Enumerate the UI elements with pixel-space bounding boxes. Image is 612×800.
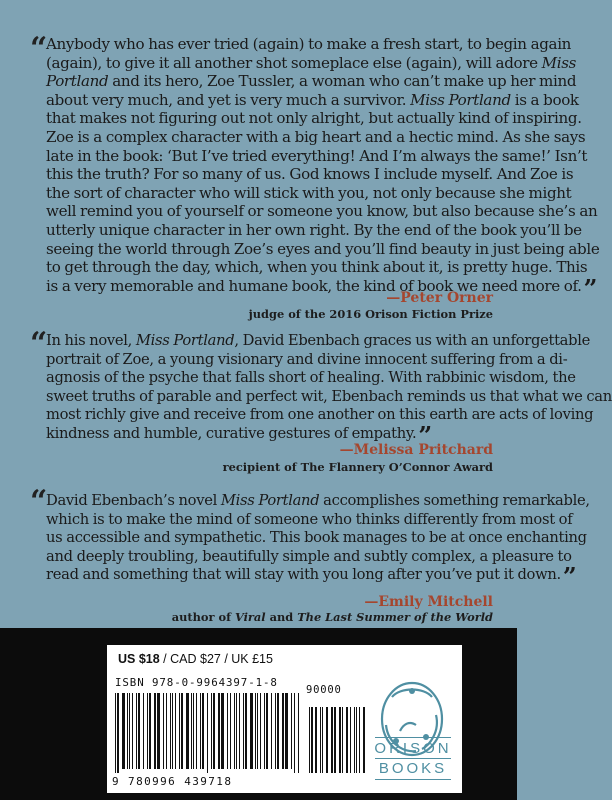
blurb-author-credit: recipient of The Flannery O’Connor Award (222, 460, 493, 474)
blurb-line: kindness and humble, curative gestures of empathy.” (46, 420, 432, 450)
barcode-icon (113, 693, 368, 773)
blurb-line: the sort of character who will stick with you, not only because she might (46, 183, 572, 202)
blurb-line: and deeply troubling, beautifully simple and subtly complex, a pleasure to (46, 547, 572, 565)
barcode-bar (122, 693, 125, 769)
blurb-line: utterly unique character in her own right. By the end of the book you’ll be (46, 220, 582, 239)
barcode-bar (282, 693, 284, 769)
barcode-bar (154, 693, 156, 769)
blurb-line: David Ebenbach’s novel Miss Portland accomplishes something remarkable, (46, 492, 590, 509)
price-addon-number: 90000 (306, 684, 342, 696)
blurb-line: most richly give and receive from one another on this earth are acts of loving (46, 406, 594, 424)
publisher-name-line2: BOOKS (378, 760, 448, 777)
barcode-bar (239, 693, 240, 769)
barcode-bar (243, 693, 244, 769)
blurb-author-name: —Melissa Pritchard (339, 442, 493, 458)
publisher-name-line1: ORISON (374, 740, 452, 757)
blurb-line: sweet truths of parable and perfect wit, Ebenbach reminds us that what we can (46, 387, 612, 405)
barcode-bar (200, 693, 201, 769)
blurb-line: agnosis of the psyche that falls short of healing. With rabbinic wisdom, the (46, 369, 576, 387)
barcode-bar (149, 693, 151, 769)
barcode-bar (147, 693, 148, 769)
blurb-author-name: —Peter Orner (386, 290, 493, 306)
isbn-text: ISBN 978-0-9964397-1-8 (115, 676, 278, 689)
barcode-bar (230, 693, 231, 769)
close-quote-mark: ” (418, 420, 432, 450)
open-quote-mark: “ (30, 326, 48, 361)
barcode-bar (350, 707, 351, 773)
barcode-bar (181, 693, 183, 769)
barcode-bar (157, 693, 160, 769)
blurb-line: Anybody who has ever tried (again) to make a fresh start, to begin again (46, 35, 572, 53)
barcode-digits: 9 780996 439718 (112, 775, 233, 788)
barcode-bar (227, 693, 228, 769)
blurb-line: this the truth? For so many of us. God knows I include myself. And Zoe is (46, 165, 574, 184)
blurb-emily-mitchell (46, 492, 590, 592)
barcode-bar (277, 693, 279, 769)
blurb-line: which is to make the mind of someone who thinks differently from most of (46, 510, 573, 528)
barcode-bar (166, 693, 167, 769)
barcode-bar (236, 693, 237, 769)
barcode-bar (315, 707, 317, 773)
blurb-line: portrait of Zoe, a young visionary and divine innocent suffering from a di- (46, 350, 568, 368)
open-quote-mark: “ (30, 31, 48, 66)
barcode-bar (213, 693, 215, 769)
barcode-bar (346, 707, 348, 773)
barcode-bar (132, 693, 133, 769)
barcode-bar (255, 693, 256, 769)
barcode-bar (285, 693, 288, 769)
barcode-bar (266, 693, 268, 769)
blurb-line: to get through the day, which, when you think about it, is pretty huge. This (46, 258, 588, 277)
barcode-bar (172, 693, 173, 769)
blurb-line: is a very memorable and humane book, the kind of book we need more of.” (46, 273, 598, 303)
barcode-bar (218, 693, 220, 769)
barcode-bar (170, 693, 171, 769)
barcode-bar (275, 693, 276, 769)
barcode-bar (138, 693, 140, 769)
blurb-line: read and something that will stay with you long after you’ve put it down.” (46, 562, 577, 592)
barcode-bar (356, 707, 357, 773)
barcode-bar (143, 693, 144, 769)
blurb-line: us accessible and sympathetic. This book manages to be at once enchanting (46, 529, 587, 547)
barcode-bar (260, 693, 261, 769)
barcode-bar (191, 693, 192, 769)
barcode-bar (207, 693, 208, 773)
blurb-line: (again), to give it all another shot someplace else (again), will adore Miss (46, 53, 577, 72)
open-quote-mark: “ (30, 484, 48, 519)
barcode-bar (245, 693, 247, 769)
barcode-bar (334, 707, 336, 773)
barcode-bar (250, 693, 253, 769)
blurb-line: late in the book: ‘But I’ve tried everything! And I’m always the same!’ Isn’t (46, 146, 588, 165)
barcode-bar (359, 707, 360, 773)
barcode-bar (291, 693, 292, 769)
blurb-line: Zoe is a complex character with a big heart and a hectic mind. As she says (46, 127, 586, 146)
barcode-bar (127, 693, 128, 769)
blurb-line: about very much, and yet is very much a survivor. Miss Portland is a book (46, 90, 579, 109)
barcode-bar (196, 693, 197, 769)
barcode-bar (311, 707, 313, 773)
blurb-line: seeing the world through Zoe’s eyes and you’ll find beauty in just being able (46, 239, 600, 258)
barcode-bar (264, 693, 265, 769)
blurb-line: Portland and its hero, Zoe Tussler, a woman who can’t make up her mind (46, 72, 577, 91)
barcode-bar (115, 693, 116, 773)
barcode-bar (342, 707, 343, 773)
barcode-bar (326, 707, 328, 773)
barcode-bar (271, 693, 272, 769)
barcode-bar (136, 693, 137, 769)
barcode-bar (163, 693, 164, 769)
close-quote-mark: ” (562, 562, 577, 592)
barcode-bar (117, 693, 119, 773)
price-label: US $18 / CAD $27 / UK £15 (118, 652, 273, 666)
barcode-bar (257, 693, 258, 769)
barcode-bar (129, 693, 130, 769)
blurb-line: well remind you of yourself or someone you know, but also because she’s an (46, 202, 598, 221)
barcode-bar (294, 693, 295, 773)
blurb-author-name: —Emily Mitchell (364, 594, 493, 610)
blurb-author-credit: author of Viral and The Last Summer of the World (171, 610, 493, 624)
close-quote-mark: ” (583, 273, 598, 303)
barcode-bar (221, 693, 224, 769)
logo-divider (375, 737, 451, 738)
barcode-bar (339, 707, 341, 773)
barcode-bar (175, 693, 176, 769)
barcode-bar (234, 693, 235, 769)
barcode-bar (193, 693, 194, 769)
barcode-bar (322, 707, 323, 773)
barcode-bar (309, 707, 310, 773)
barcode-bar (354, 707, 355, 773)
logo-divider (375, 779, 451, 780)
barcode-bar (331, 707, 333, 773)
logo-divider (375, 758, 451, 759)
barcode-bar (211, 693, 212, 769)
barcode-bar (320, 707, 321, 773)
barcode-bar (298, 693, 299, 773)
barcode-bar (202, 693, 204, 769)
blurb-line: that makes not figuring out not only alright, but actually kind of inspiring. (46, 109, 582, 128)
barcode-bar (179, 693, 180, 769)
blurb-line: In his novel, Miss Portland, David Ebenbach graces us with an unforgettable (46, 332, 591, 349)
barcode-bar (186, 693, 189, 769)
barcode-bar (363, 707, 365, 773)
blurb-author-credit: judge of the 2016 Orison Fiction Prize (248, 307, 493, 321)
